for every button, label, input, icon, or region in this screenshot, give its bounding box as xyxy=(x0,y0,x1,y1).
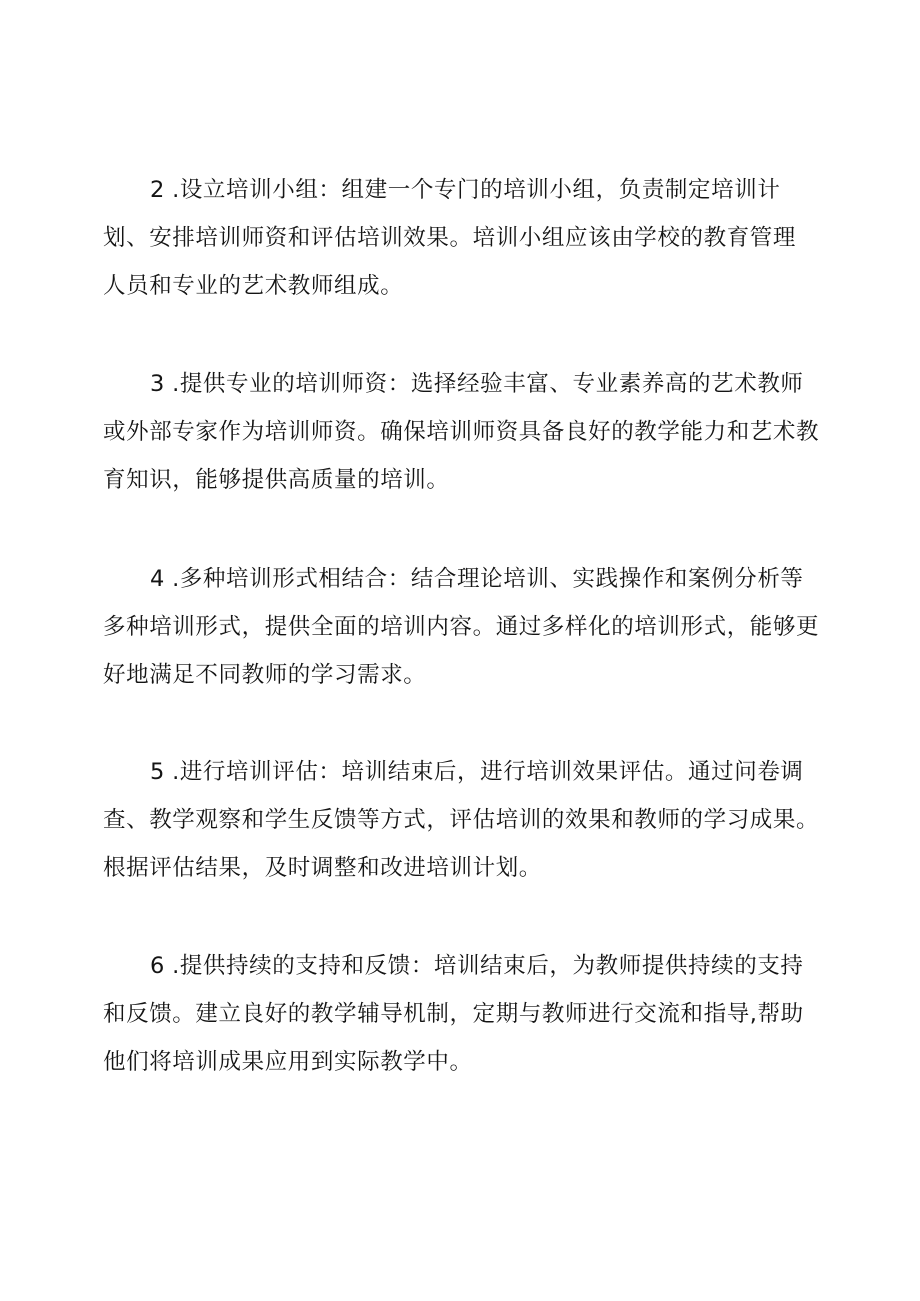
paragraph-line: 好地满足不同教师的学习需求。 xyxy=(103,662,427,688)
paragraph-line: 他们将培训成果应用到实际教学中。 xyxy=(103,1049,473,1075)
paragraph-item-6 xyxy=(103,942,823,1086)
line-text: .进行培训评估：培训结束后，进行培训效果评估。通过问卷调 xyxy=(164,759,804,785)
line-text: .提供持续的支持和反馈：培训结束后，为教师提供持续的支持 xyxy=(164,953,804,979)
paragraph-line: 和反馈。建立良好的教学辅导机制，定期与教师进行交流和指导,帮助 xyxy=(103,1001,804,1027)
paragraph-line: 根据评估结果，及时调整和改进培训计划。 xyxy=(103,855,542,881)
paragraph-line: 划、安排培训师资和评估培训效果。培训小组应该由学校的教育管理 xyxy=(103,225,797,251)
paragraph-line: 或外部专家作为培训师资。确保培训师资具备良好的教学能力和艺术教 xyxy=(103,419,820,445)
paragraph-line xyxy=(103,555,823,603)
paragraph-item-3 xyxy=(103,360,823,504)
line-text: .设立培训小组：组建一个专门的培训小组，负责制定培训计 xyxy=(164,177,781,203)
paragraph-line xyxy=(103,748,823,796)
paragraph-line xyxy=(103,942,823,990)
item-number: 5 xyxy=(150,759,165,785)
paragraph-item-4 xyxy=(103,555,823,699)
item-number: 4 xyxy=(150,566,165,592)
paragraph-item-5 xyxy=(103,748,823,892)
item-number: 6 xyxy=(150,953,165,979)
paragraph-line: 育知识，能够提供高质量的培训。 xyxy=(103,467,450,493)
item-number: 3 xyxy=(150,371,165,397)
line-text: .提供专业的培训师资：选择经验丰富、专业素养高的艺术教师 xyxy=(164,371,804,397)
paragraph-line xyxy=(103,166,823,214)
paragraph-item-2 xyxy=(103,166,823,310)
line-text: .多种培训形式相结合：结合理论培训、实践操作和案例分析等 xyxy=(164,566,804,592)
paragraph-line: 人员和专业的艺术教师组成。 xyxy=(103,273,404,299)
paragraph-line: 查、教学观察和学生反馈等方式，评估培训的效果和教师的学习成果。 xyxy=(103,807,820,833)
paragraph-line xyxy=(103,360,823,408)
paragraph-line: 多种培训形式，提供全面的培训内容。通过多样化的培训形式，能够更 xyxy=(103,614,820,640)
item-number: 2 xyxy=(150,177,165,203)
